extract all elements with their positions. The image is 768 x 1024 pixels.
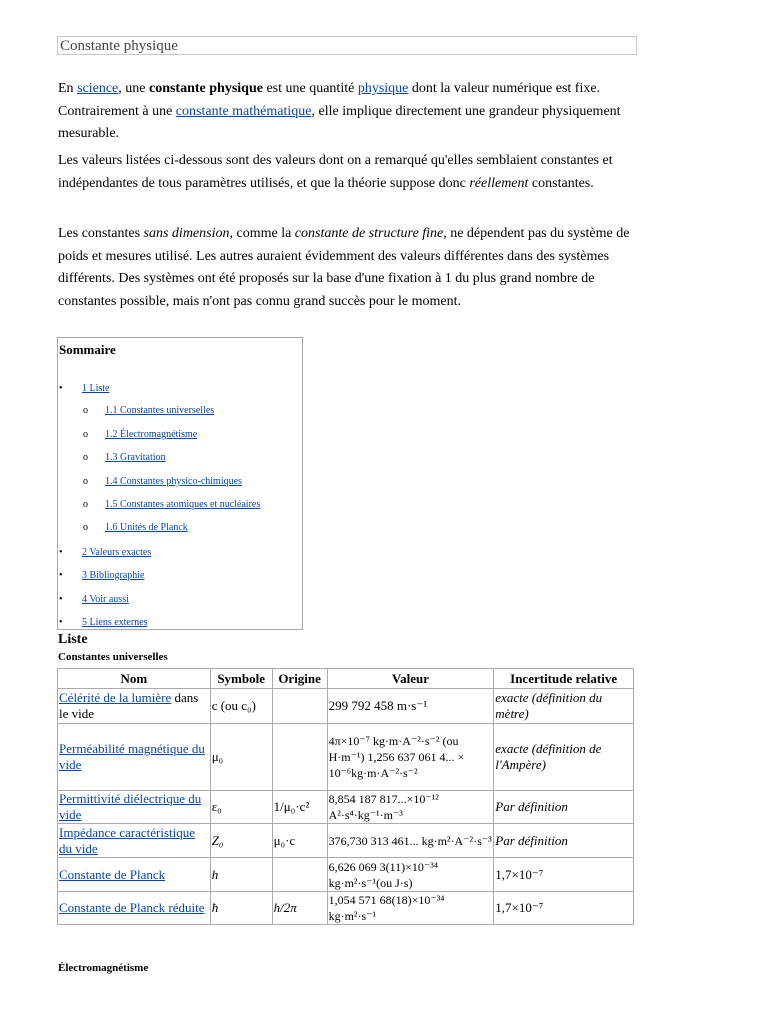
toc-item-atomiques-nucleaires[interactable]: 1.5 Constantes atomiques et nucléaires [105, 499, 261, 510]
italic-term: constante de structure fine [294, 226, 444, 241]
sub-bullet-icon: o [83, 522, 88, 533]
cell-incertitude: 1,7×10⁻⁷ [494, 892, 634, 925]
link-celerite-lumiere[interactable]: Célérité de la lumière [59, 690, 172, 705]
cell-symbole: μ₀ [210, 724, 272, 791]
text: est une quantité [262, 81, 358, 96]
sub-bullet-icon: o [83, 476, 88, 487]
cell-origine [272, 689, 327, 724]
cell-incertitude: Par définition [494, 791, 634, 824]
bullet-icon: • [59, 547, 63, 558]
cell-incertitude: 1,7×10⁻⁷ [494, 858, 634, 892]
italic-term: réellement [469, 175, 529, 191]
intro-paragraph-2 [58, 150, 643, 195]
toc-item-gravitation[interactable]: 1.3 Gravitation [105, 452, 166, 463]
subsection-heading-constantes-universelles: Constantes universelles [58, 651, 168, 663]
link-impedance[interactable]: Impédance caractéristique du vide [59, 824, 196, 856]
page-title: Constante physique [57, 36, 637, 55]
text: , ne dépendent pas du système de poids et mesures utilisé. Les autres auraient évidemment des valeurs différentes dans des systèmes différents. Des systèmes ont été proposés sur la base d'une fixation à 1 du plus grand nombre de constantes possible, mais n'ont pas connu grand succès pour le moment. [58, 226, 630, 309]
link-physique[interactable]: physique [357, 81, 409, 96]
sub-bullet-icon: o [83, 405, 88, 416]
table-row [58, 824, 634, 858]
sub-bullet-icon: o [83, 429, 88, 440]
toc-item-liens-externes[interactable]: 5 Liens externes [82, 617, 148, 628]
subsection-heading-electromagnetisme: Électromagnétisme [58, 962, 149, 974]
intro-paragraph-3 [58, 223, 643, 313]
table-row [58, 858, 634, 892]
cell-nom [58, 724, 211, 791]
cell-symbole: ħ [210, 892, 272, 925]
cell-valeur: 299 792 458 m·s⁻¹ [327, 689, 494, 724]
table-row [58, 724, 634, 791]
cell-symbole: Z₀ [210, 824, 272, 858]
cell-incertitude: Par définition [494, 824, 634, 858]
header-origine: Origine [272, 669, 327, 689]
link-permittivite[interactable]: Permittivité diélectrique du vide [59, 791, 202, 822]
sub-bullet-icon: o [83, 499, 88, 510]
bullet-icon: • [59, 570, 63, 581]
section-heading-liste: Liste [58, 632, 88, 647]
link-permeabilite[interactable]: Perméabilité magnétique du vide [59, 741, 205, 772]
text: , une [118, 81, 149, 96]
cell-nom [58, 689, 211, 724]
cell-valeur: 376,730 313 461... kg·m²·A⁻²·s⁻³ [327, 824, 494, 858]
cell-origine: 1/μ₀·c² [272, 791, 327, 824]
sub-bullet-icon: o [83, 452, 88, 463]
cell-valeur: 1,054 571 68(18)×10⁻³⁴ kg·m²·s⁻¹ [327, 892, 494, 925]
cell-symbole: c (ou c₀) [210, 689, 272, 724]
cell-valeur: 8,854 187 817...×10⁻¹² A²·s⁴·kg⁻¹·m⁻³ [327, 791, 494, 824]
bullet-icon: • [59, 617, 63, 628]
cell-nom [58, 858, 211, 892]
bullet-icon: • [59, 383, 63, 394]
cell-nom [58, 791, 211, 824]
cell-nom [58, 824, 211, 858]
table-of-contents [57, 337, 303, 630]
toc-item-voir-aussi[interactable]: 4 Voir aussi [82, 594, 129, 605]
intro-paragraph-1 [58, 78, 643, 146]
constants-table [57, 668, 634, 925]
cell-origine: μ₀·c [272, 824, 327, 858]
text: constantes. [528, 175, 594, 191]
link-science[interactable]: science [77, 81, 119, 96]
link-constante-planck-reduite[interactable]: Constante de Planck réduite [59, 900, 205, 915]
toc-item-electromagnetisme[interactable]: 1.2 Électromagnétisme [105, 429, 198, 440]
toc-title: Sommaire [59, 342, 116, 357]
link-constante-planck[interactable]: Constante de Planck [59, 866, 166, 882]
cell-incertitude: exacte (définition de l'Ampère) [494, 724, 634, 791]
toc-item-valeurs-exactes[interactable]: 2 Valeurs exactes [82, 547, 152, 558]
cell-origine [272, 858, 327, 892]
bold-term: constante physique [148, 81, 263, 96]
cell-origine: h/2π [272, 892, 327, 925]
link-constante-mathematique[interactable]: constante mathématique [175, 103, 312, 119]
text: Les valeurs listées ci-dessous sont des valeurs dont on a remarqué qu'elles semblaient constantes et indépendantes de tous paramètres utilisés, et que la théorie suppose donc [58, 153, 613, 191]
bullet-icon: • [59, 594, 63, 605]
cell-valeur: 6,626 069 3(11)×10⁻³⁴ kg·m²·s⁻¹(ou J·s) [327, 858, 494, 892]
cell-incertitude: exacte (définition du mètre) [494, 689, 634, 724]
toc-item-liste[interactable]: 1 Liste [82, 383, 110, 394]
cell-origine [272, 724, 327, 791]
header-incertitude: Incertitude relative [494, 669, 634, 689]
text: dans le vide [59, 690, 199, 721]
table-row [58, 892, 634, 925]
table-row [58, 689, 634, 724]
cell-symbole: h [210, 858, 272, 892]
toc-item-unites-planck[interactable]: 1.6 Unités de Planck [105, 522, 188, 533]
header-symbole: Symbole [210, 669, 272, 689]
toc-item-constantes-universelles[interactable]: 1.1 Constantes universelles [105, 405, 215, 416]
cell-valeur: 4π×10⁻⁷ kg·m·A⁻²·s⁻² (ou H·m⁻¹) 1,256 637 061 4... × 10⁻⁶kg·m·A⁻²·s⁻² [327, 724, 494, 791]
text: , comme la [229, 226, 295, 241]
cell-symbole: ε₀ [210, 791, 272, 824]
text: En [58, 81, 78, 96]
cell-nom [58, 892, 211, 925]
header-nom: Nom [58, 669, 211, 689]
text: dont la valeur numérique est fixe. Contrairement à une [58, 81, 601, 119]
toc-item-physico-chimiques[interactable]: 1.4 Constantes physico-chimiques [105, 476, 242, 487]
table-row [58, 791, 634, 824]
text: Les constantes [58, 226, 144, 241]
text: , elle implique directement une grandeur physiquement mesurable. [58, 103, 621, 141]
toc-item-bibliographie[interactable]: 3 Bibliographie [82, 570, 145, 581]
table-header-row [58, 669, 634, 689]
italic-term: sans dimension [143, 226, 230, 241]
header-valeur: Valeur [327, 669, 494, 689]
